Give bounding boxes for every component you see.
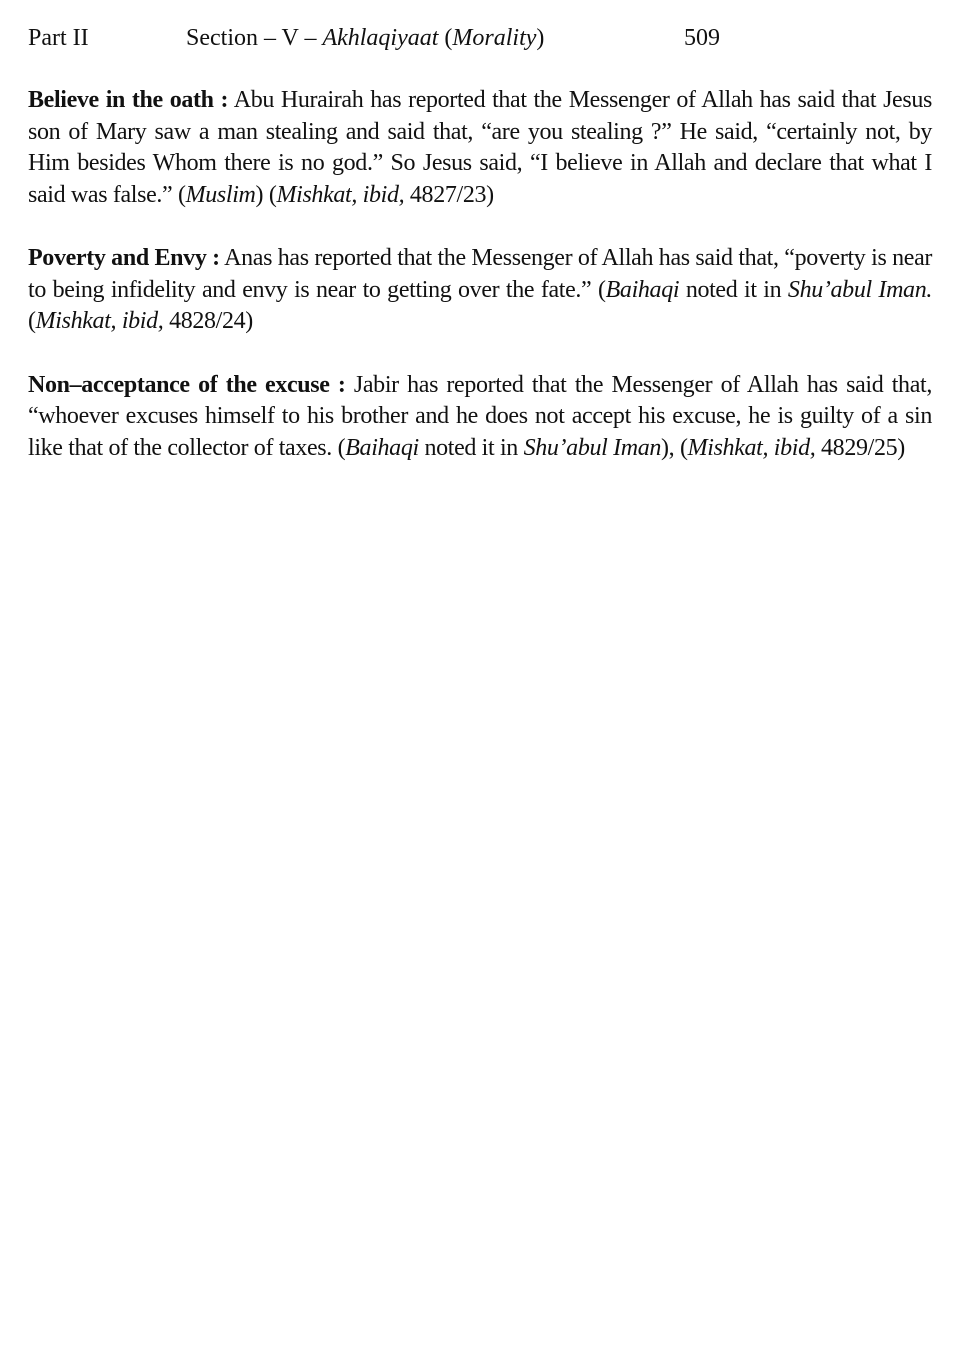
paragraph-heading: Believe in the oath :	[28, 87, 229, 113]
page-body	[28, 85, 932, 496]
reference-number: 4827/23)	[404, 181, 494, 208]
page-number: 509	[684, 25, 720, 51]
paragraph-heading: Non–acceptance of the excuse :	[28, 371, 346, 398]
citation: Muslim	[185, 181, 256, 208]
paragraph-excuse	[28, 370, 932, 465]
reference-number: 4828/24)	[163, 308, 253, 334]
paragraph-text: ), (	[661, 434, 688, 461]
section-label: Section – V – Akhlaqiyaat (Morality)	[186, 25, 545, 51]
section-prefix: Section – V –	[186, 25, 323, 51]
section-title: Akhlaqiyaat	[322, 25, 439, 51]
citation: Mishkat, ibid,	[687, 434, 816, 461]
paragraph-text: Abu Hurairah has reported that the Messenger of Allah has said that Jesus son of Mary saw a man stealing and said that, “are you stealing ?” He said, “certainly not, by Him besides Whom there is no god.” So Jesus said, “I believe in Allah and declare that what I said was false.” (	[28, 87, 932, 208]
section-subtitle: Morality	[452, 25, 537, 51]
paragraph-text: Jabir has reported that the Messenger of Allah has said that, “whoever excuses himself to his brother and he does not accept his excuse, he is guilty of a sin like that of the collector of taxes. (	[28, 371, 932, 461]
paragraph-text: (	[28, 308, 36, 334]
citation: Shu’abul Iman	[523, 434, 662, 461]
paragraph-text: noted it in	[679, 276, 788, 303]
citation: Mishkat, ibid,	[276, 181, 405, 208]
paragraph-text: Anas has reported that the Messenger of Allah has said that, “poverty is near to being infidelity and envy is near to getting over the fate.” (	[28, 245, 933, 303]
paragraph-poverty-envy	[28, 243, 932, 338]
part-label: Part II	[28, 25, 89, 51]
reference-number: 4829/25)	[815, 434, 905, 461]
paragraph-oath	[28, 85, 932, 211]
citation: Shu’abul Iman.	[787, 276, 932, 303]
paragraph-text: noted it in	[418, 434, 524, 461]
citation: Mishkat, ibid,	[35, 308, 164, 334]
citation: Baihaqi	[605, 276, 680, 303]
citation: Baihaqi	[345, 434, 419, 461]
running-header	[28, 22, 932, 54]
paragraph-heading: Poverty and Envy :	[28, 245, 220, 271]
paragraph-text: ) (	[255, 181, 277, 208]
